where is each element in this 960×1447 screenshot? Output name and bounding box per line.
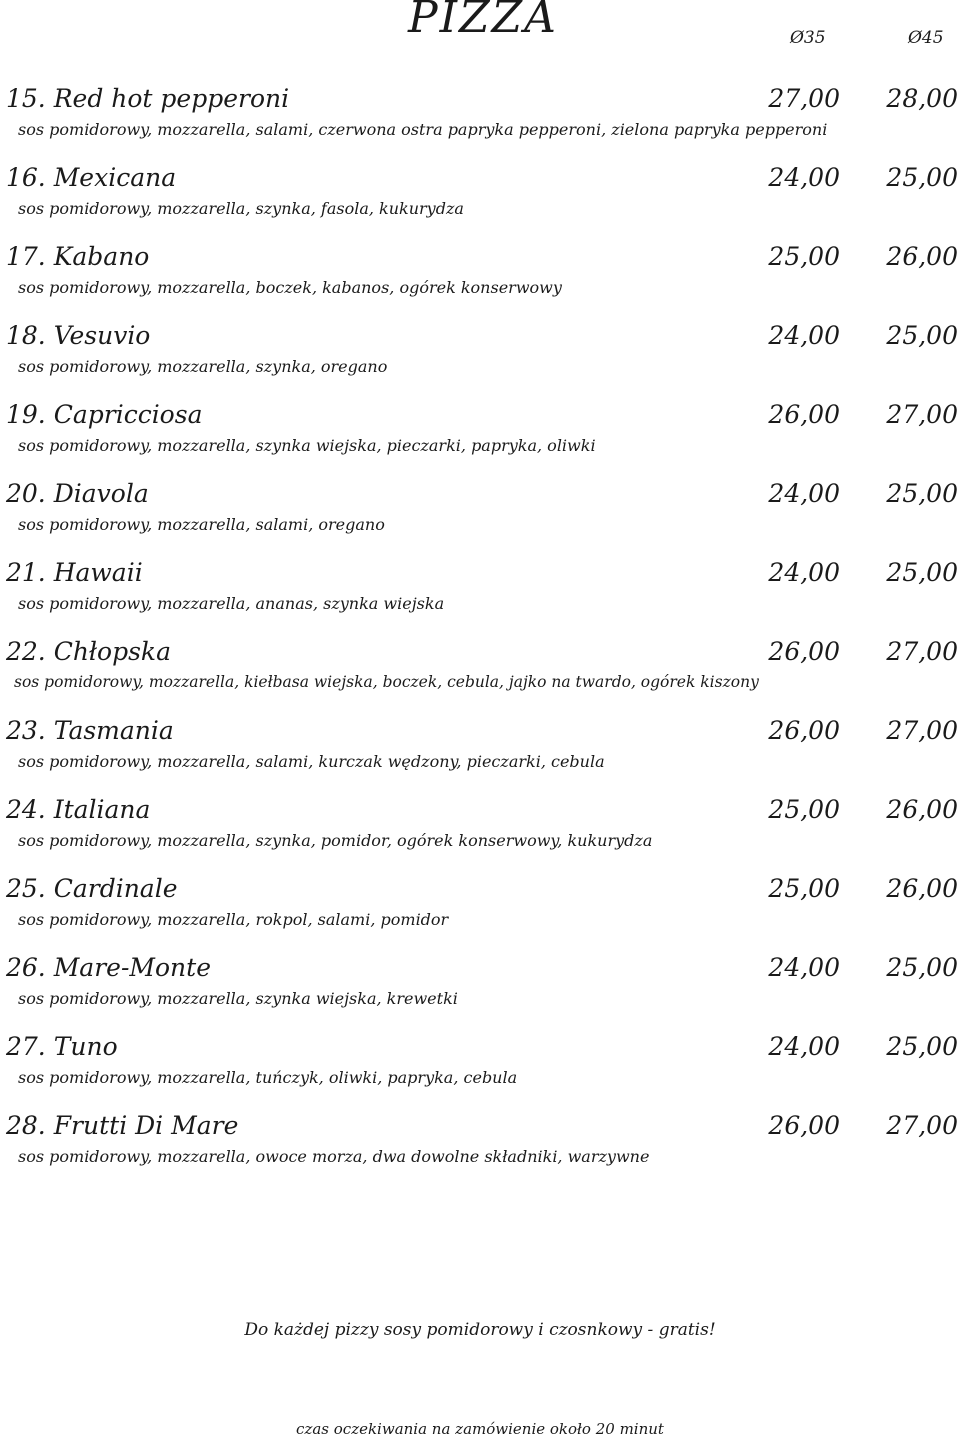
menu-item — [0, 321, 960, 400]
item-name: 17. Kabano — [6, 242, 150, 271]
item-price-45: 27,00 — [886, 716, 958, 745]
menu-item — [0, 1032, 960, 1111]
item-name: 24. Italiana — [6, 795, 151, 824]
item-price-45: 25,00 — [886, 321, 958, 350]
menu-item — [0, 558, 960, 637]
menu-item — [0, 874, 960, 953]
item-price-35: 26,00 — [768, 716, 840, 745]
item-description: sos pomidorowy, mozzarella, szynka, pomidor, ogórek konserwowy, kukurydza — [18, 831, 653, 850]
item-price-45: 26,00 — [886, 795, 958, 824]
item-price-35: 24,00 — [768, 321, 840, 350]
item-price-45: 26,00 — [886, 874, 958, 903]
item-price-35: 26,00 — [768, 637, 840, 666]
item-price-45: 26,00 — [886, 242, 958, 271]
item-price-45: 27,00 — [886, 1111, 958, 1140]
menu-item — [0, 716, 960, 795]
item-price-45: 28,00 — [886, 84, 958, 113]
item-name: 26. Mare-Monte — [6, 953, 211, 982]
item-price-35: 26,00 — [768, 400, 840, 429]
item-price-45: 27,00 — [886, 637, 958, 666]
item-price-35: 24,00 — [768, 479, 840, 508]
item-price-35: 25,00 — [768, 242, 840, 271]
menu-item — [0, 637, 960, 716]
item-name: 28. Frutti Di Mare — [6, 1111, 239, 1140]
item-description: sos pomidorowy, mozzarella, szynka wiejska, pieczarki, papryka, oliwki — [18, 436, 596, 455]
free-sauce-note: Do każdej pizzy sosy pomidorowy i czosnkowy - gratis! — [244, 1320, 716, 1340]
page-title: PIZZA — [408, 0, 558, 43]
item-name: 16. Mexicana — [6, 163, 177, 192]
item-description: sos pomidorowy, mozzarella, szynka, oregano — [18, 357, 388, 376]
item-price-45: 25,00 — [886, 1032, 958, 1061]
size-45-header: Ø45 — [908, 28, 944, 48]
item-description: sos pomidorowy, mozzarella, salami, czerwona ostra papryka pepperoni, zielona papryka pepperoni — [18, 120, 828, 139]
item-price-45: 25,00 — [886, 558, 958, 587]
menu-item — [0, 84, 960, 163]
item-price-35: 24,00 — [768, 558, 840, 587]
item-price-35: 24,00 — [768, 163, 840, 192]
item-description: sos pomidorowy, mozzarella, tuńczyk, oliwki, papryka, cebula — [18, 1068, 518, 1087]
item-price-45: 25,00 — [886, 479, 958, 508]
item-price-45: 25,00 — [886, 163, 958, 192]
item-description: sos pomidorowy, mozzarella, salami, kurczak wędzony, pieczarki, cebula — [18, 752, 605, 771]
item-description: sos pomidorowy, mozzarella, szynka wiejska, krewetki — [18, 989, 458, 1008]
item-name: 19. Capricciosa — [6, 400, 203, 429]
waiting-time-note: czas oczekiwania na zamówienie około 20 minut — [296, 1420, 664, 1438]
size-35-header: Ø35 — [790, 28, 826, 48]
item-description: sos pomidorowy, mozzarella, salami, oregano — [18, 515, 385, 534]
item-name: 25. Cardinale — [6, 874, 178, 903]
item-name: 15. Red hot pepperoni — [6, 84, 290, 113]
menu-item — [0, 400, 960, 479]
item-name: 21. Hawaii — [6, 558, 143, 587]
item-description: sos pomidorowy, mozzarella, boczek, kabanos, ogórek konserwowy — [18, 278, 562, 297]
menu-item — [0, 1111, 960, 1190]
item-description: sos pomidorowy, mozzarella, rokpol, salami, pomidor — [18, 910, 449, 929]
item-name: 20. Diavola — [6, 479, 149, 508]
item-price-35: 27,00 — [768, 84, 840, 113]
item-price-35: 24,00 — [768, 953, 840, 982]
item-price-35: 24,00 — [768, 1032, 840, 1061]
item-description: sos pomidorowy, mozzarella, szynka, fasola, kukurydza — [18, 199, 464, 218]
item-description: sos pomidorowy, mozzarella, ananas, szynka wiejska — [18, 594, 445, 613]
item-price-45: 25,00 — [886, 953, 958, 982]
item-price-35: 25,00 — [768, 795, 840, 824]
menu-item — [0, 242, 960, 321]
item-name: 23. Tasmania — [6, 716, 174, 745]
item-name: 18. Vesuvio — [6, 321, 151, 350]
menu-item — [0, 953, 960, 1032]
item-description: sos pomidorowy, mozzarella, owoce morza, dwa dowolne składniki, warzywne — [18, 1147, 650, 1166]
item-price-35: 25,00 — [768, 874, 840, 903]
item-name: 27. Tuno — [6, 1032, 118, 1061]
menu-item — [0, 479, 960, 558]
item-price-35: 26,00 — [768, 1111, 840, 1140]
item-name: 22. Chłopska — [6, 637, 171, 666]
item-price-45: 27,00 — [886, 400, 958, 429]
item-description: sos pomidorowy, mozzarella, kiełbasa wiejska, boczek, cebula, jajko na twardo, ogórek kiszony — [14, 673, 759, 691]
menu-item — [0, 795, 960, 874]
menu-item — [0, 163, 960, 242]
